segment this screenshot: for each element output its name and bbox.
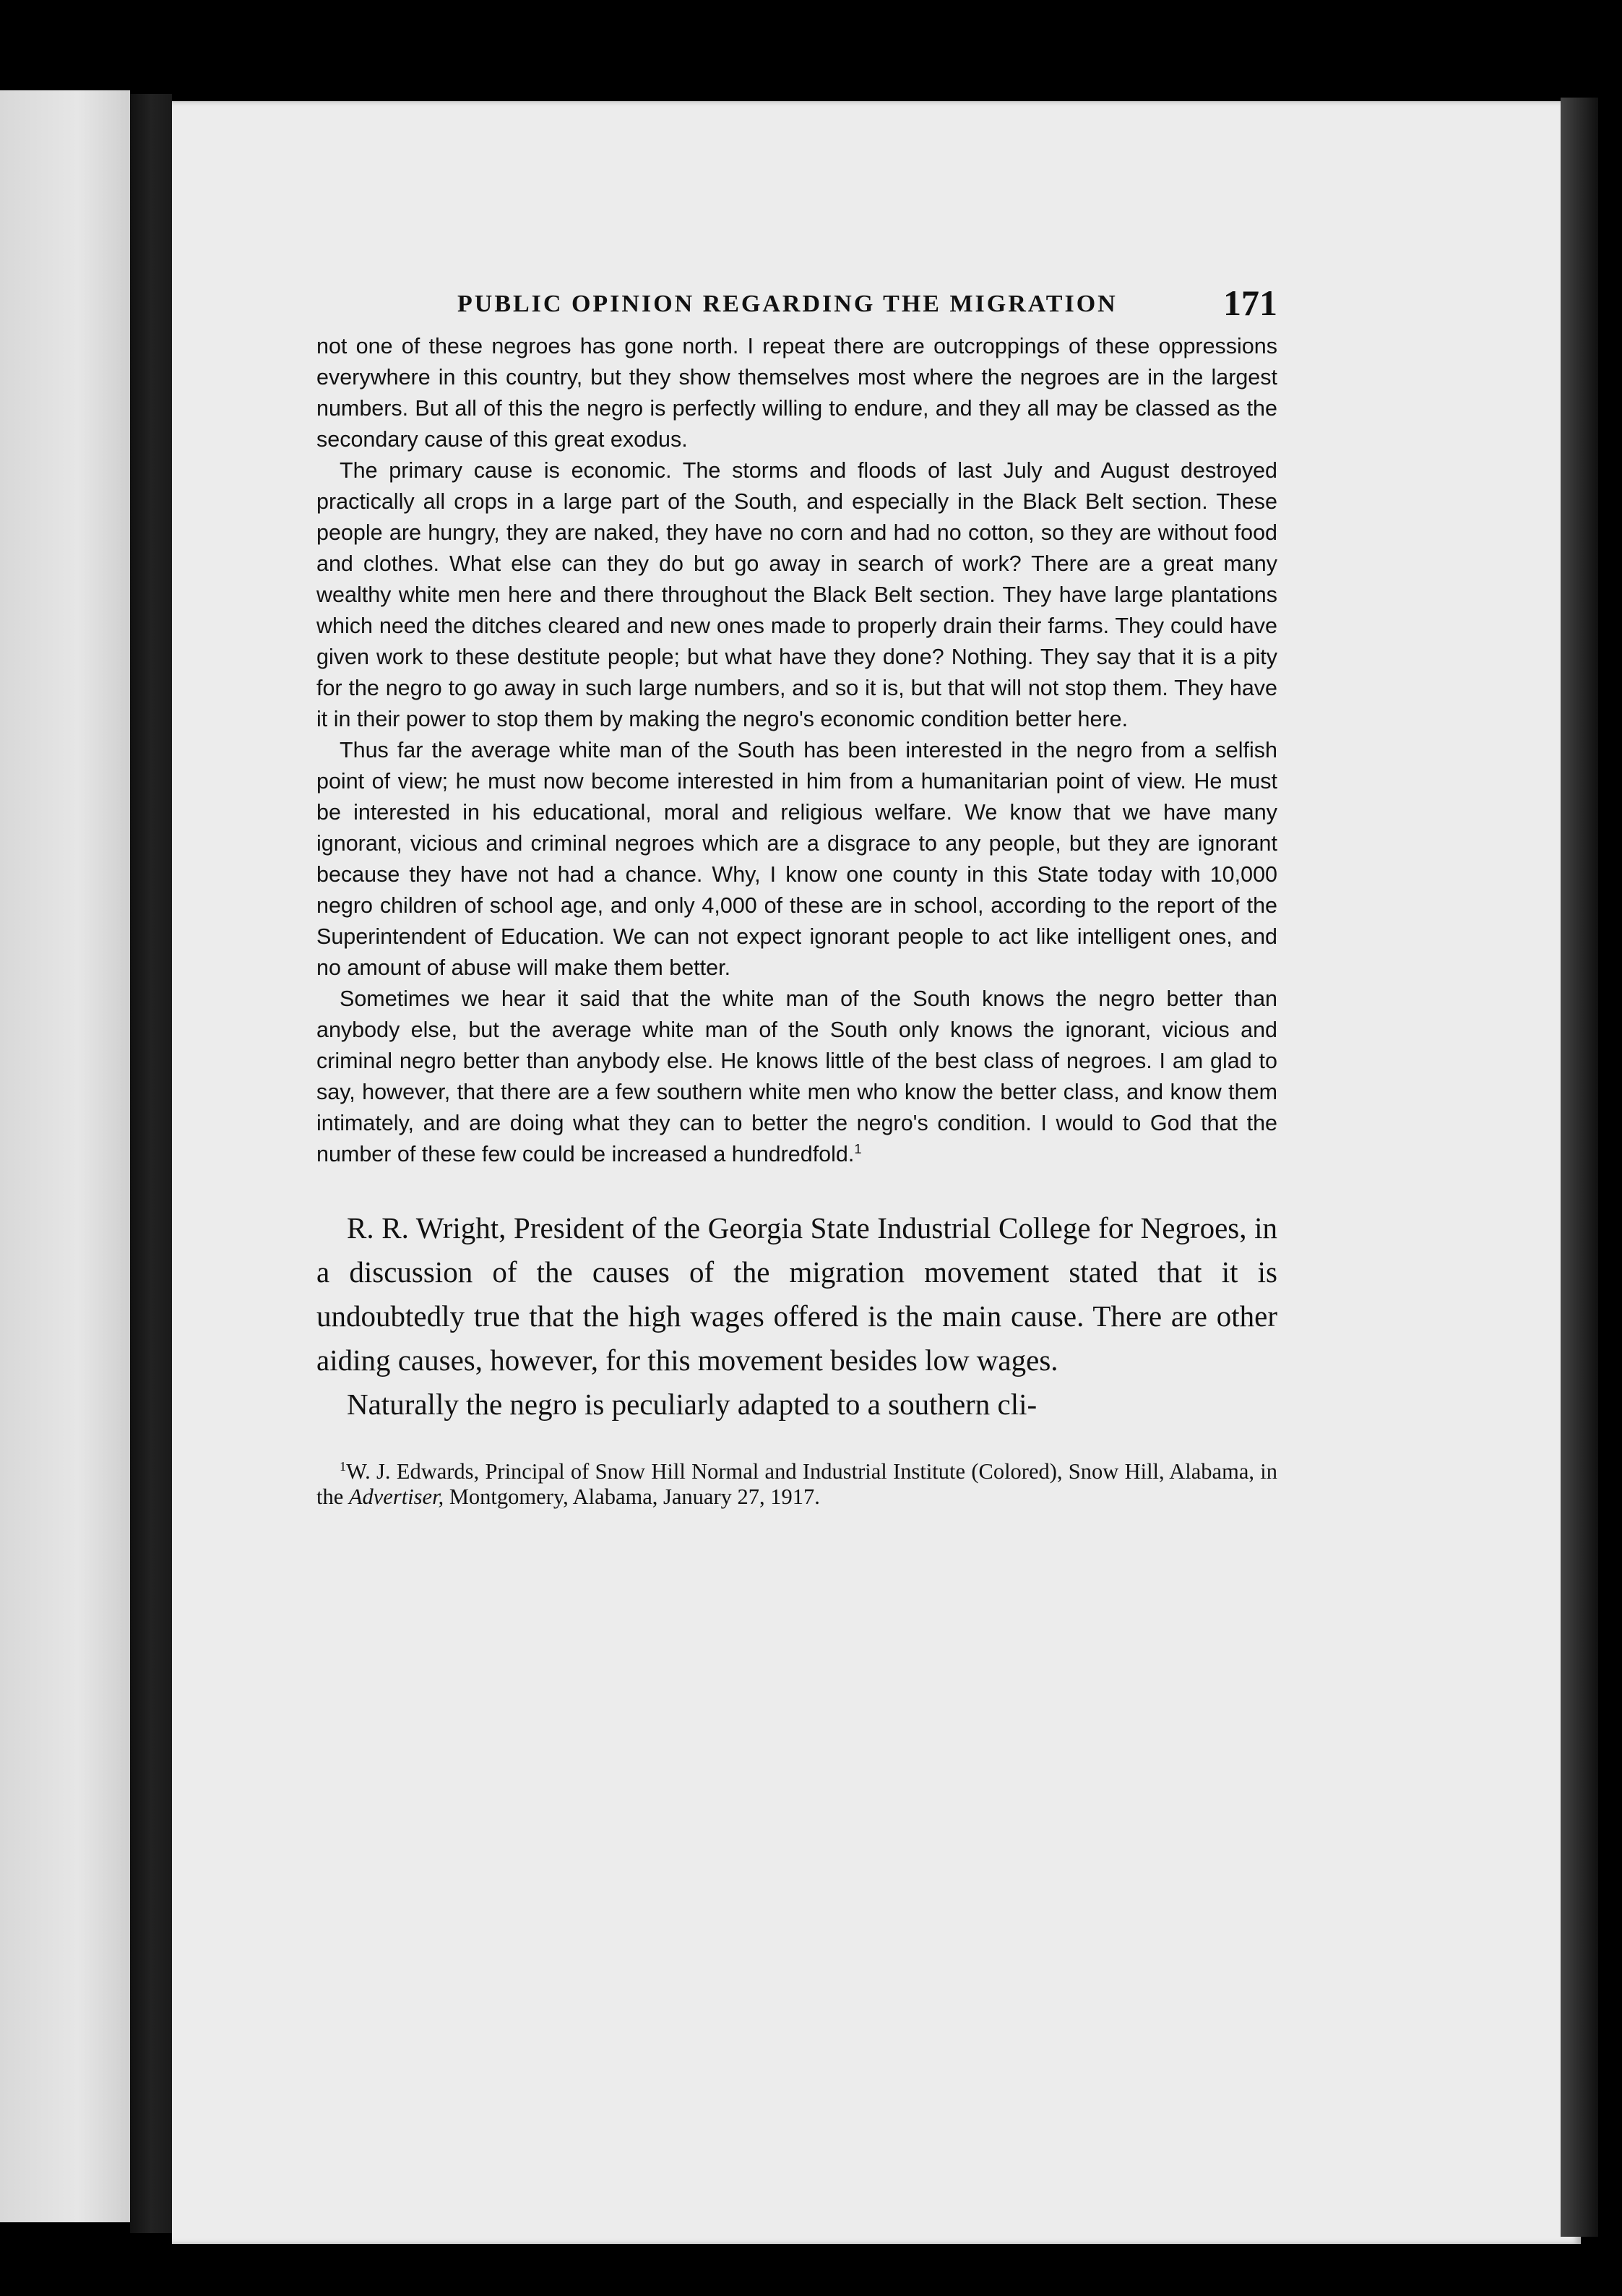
block-quote [316, 331, 1277, 1170]
quote-paragraph: not one of these negroes has gone north. I repeat there are outcroppings of these oppressions everywhere in this country, but they show themselves most where the negroes are in the largest numbers. But all of this the negro is perfectly willing to endure, and they all may be classed as the secondary cause of this great exodus. [316, 334, 1277, 452]
footnote [316, 1459, 1277, 1510]
quote-paragraph: Thus far the average white man of the South has been interested in the negro from a selfish point of view; he must now become interested in him from a humanitarian point of view. He must be interested in his educational, moral and religious welfare. We know that we have many ignorant, vicious and criminal negroes which are a disgrace to any people, but they are ignorant because they have not had a chance. Why, I know one county in this State today with 10,000 negro children of school age, and only 4,000 of these are in school, according to the report of the Superintendent of Education. We can not expect ignorant people to act like intelligent ones, and no amount of abuse will make them better. [316, 738, 1277, 980]
quote-paragraph-last [316, 984, 1277, 1170]
book-page [172, 101, 1581, 2244]
body-paragraph: R. R. Wright, President of the Georgia State Industrial College for Negroes, in a discussion of the causes of the migration movement stated that it is undoubtedly true that the high wages offered is the main cause. There are other aiding causes, however, for this movement besides low wages. [316, 1211, 1277, 1377]
footnote-text-before: W. J. Edwards, Principal of Snow Hill Normal and Industrial Institute (Colored), Snow Hill, Alabama, in the [316, 1459, 1277, 1509]
running-title: PUBLIC OPINION REGARDING THE MIGRATION [457, 291, 1118, 317]
adjacent-page-edge [0, 90, 130, 2222]
footnote-text-after: Montgomery, Alabama, January 27, 1917. [444, 1484, 820, 1509]
book-gutter [130, 94, 172, 2233]
page-text-block [316, 282, 1277, 1510]
page-right-edge [1561, 98, 1598, 2237]
footnote-publication: Advertiser, [348, 1484, 444, 1509]
quote-paragraph-text: Sometimes we hear it said that the white man of the South knows the negro better than anybody else, but the average white man of the South only knows the ignorant, vicious and criminal negro better than anybody else. He knows little of the best class of negroes. I am glad to say, however, that there are a few southern white men who know the better class, and know them intimately, and are doing what they can to better the negro's condition. I would to God that the number of these few could be increased a hundredfold. [316, 986, 1277, 1166]
running-head [316, 282, 1277, 325]
body-paragraph: Naturally the negro is peculiarly adapted to a southern cli- [347, 1388, 1038, 1421]
body-text [316, 1206, 1277, 1427]
footnote-reference: 1 [854, 1140, 862, 1156]
page-number: 171 [1223, 283, 1277, 323]
quote-paragraph: The primary cause is economic. The storms and floods of last July and August destroyed practically all crops in a large part of the South, and especially in the Black Belt section. These people are hungry, they are naked, they have no corn and had no cotton, so they are without food and clothes. What else can they do but go away in search of work? There are a great many wealthy white men here and there throughout the Black Belt section. They have large plantations which need the ditches cleared and new ones made to properly drain their farms. They could have given work to these destitute people; but what have they done? Nothing. They say that it is a pity for the negro to go away in such large numbers, and so it is, but that will not stop them. They have it in their power to stop them by making the negro's economic condition better here. [316, 458, 1277, 731]
footnote-marker: 1 [340, 1458, 347, 1474]
